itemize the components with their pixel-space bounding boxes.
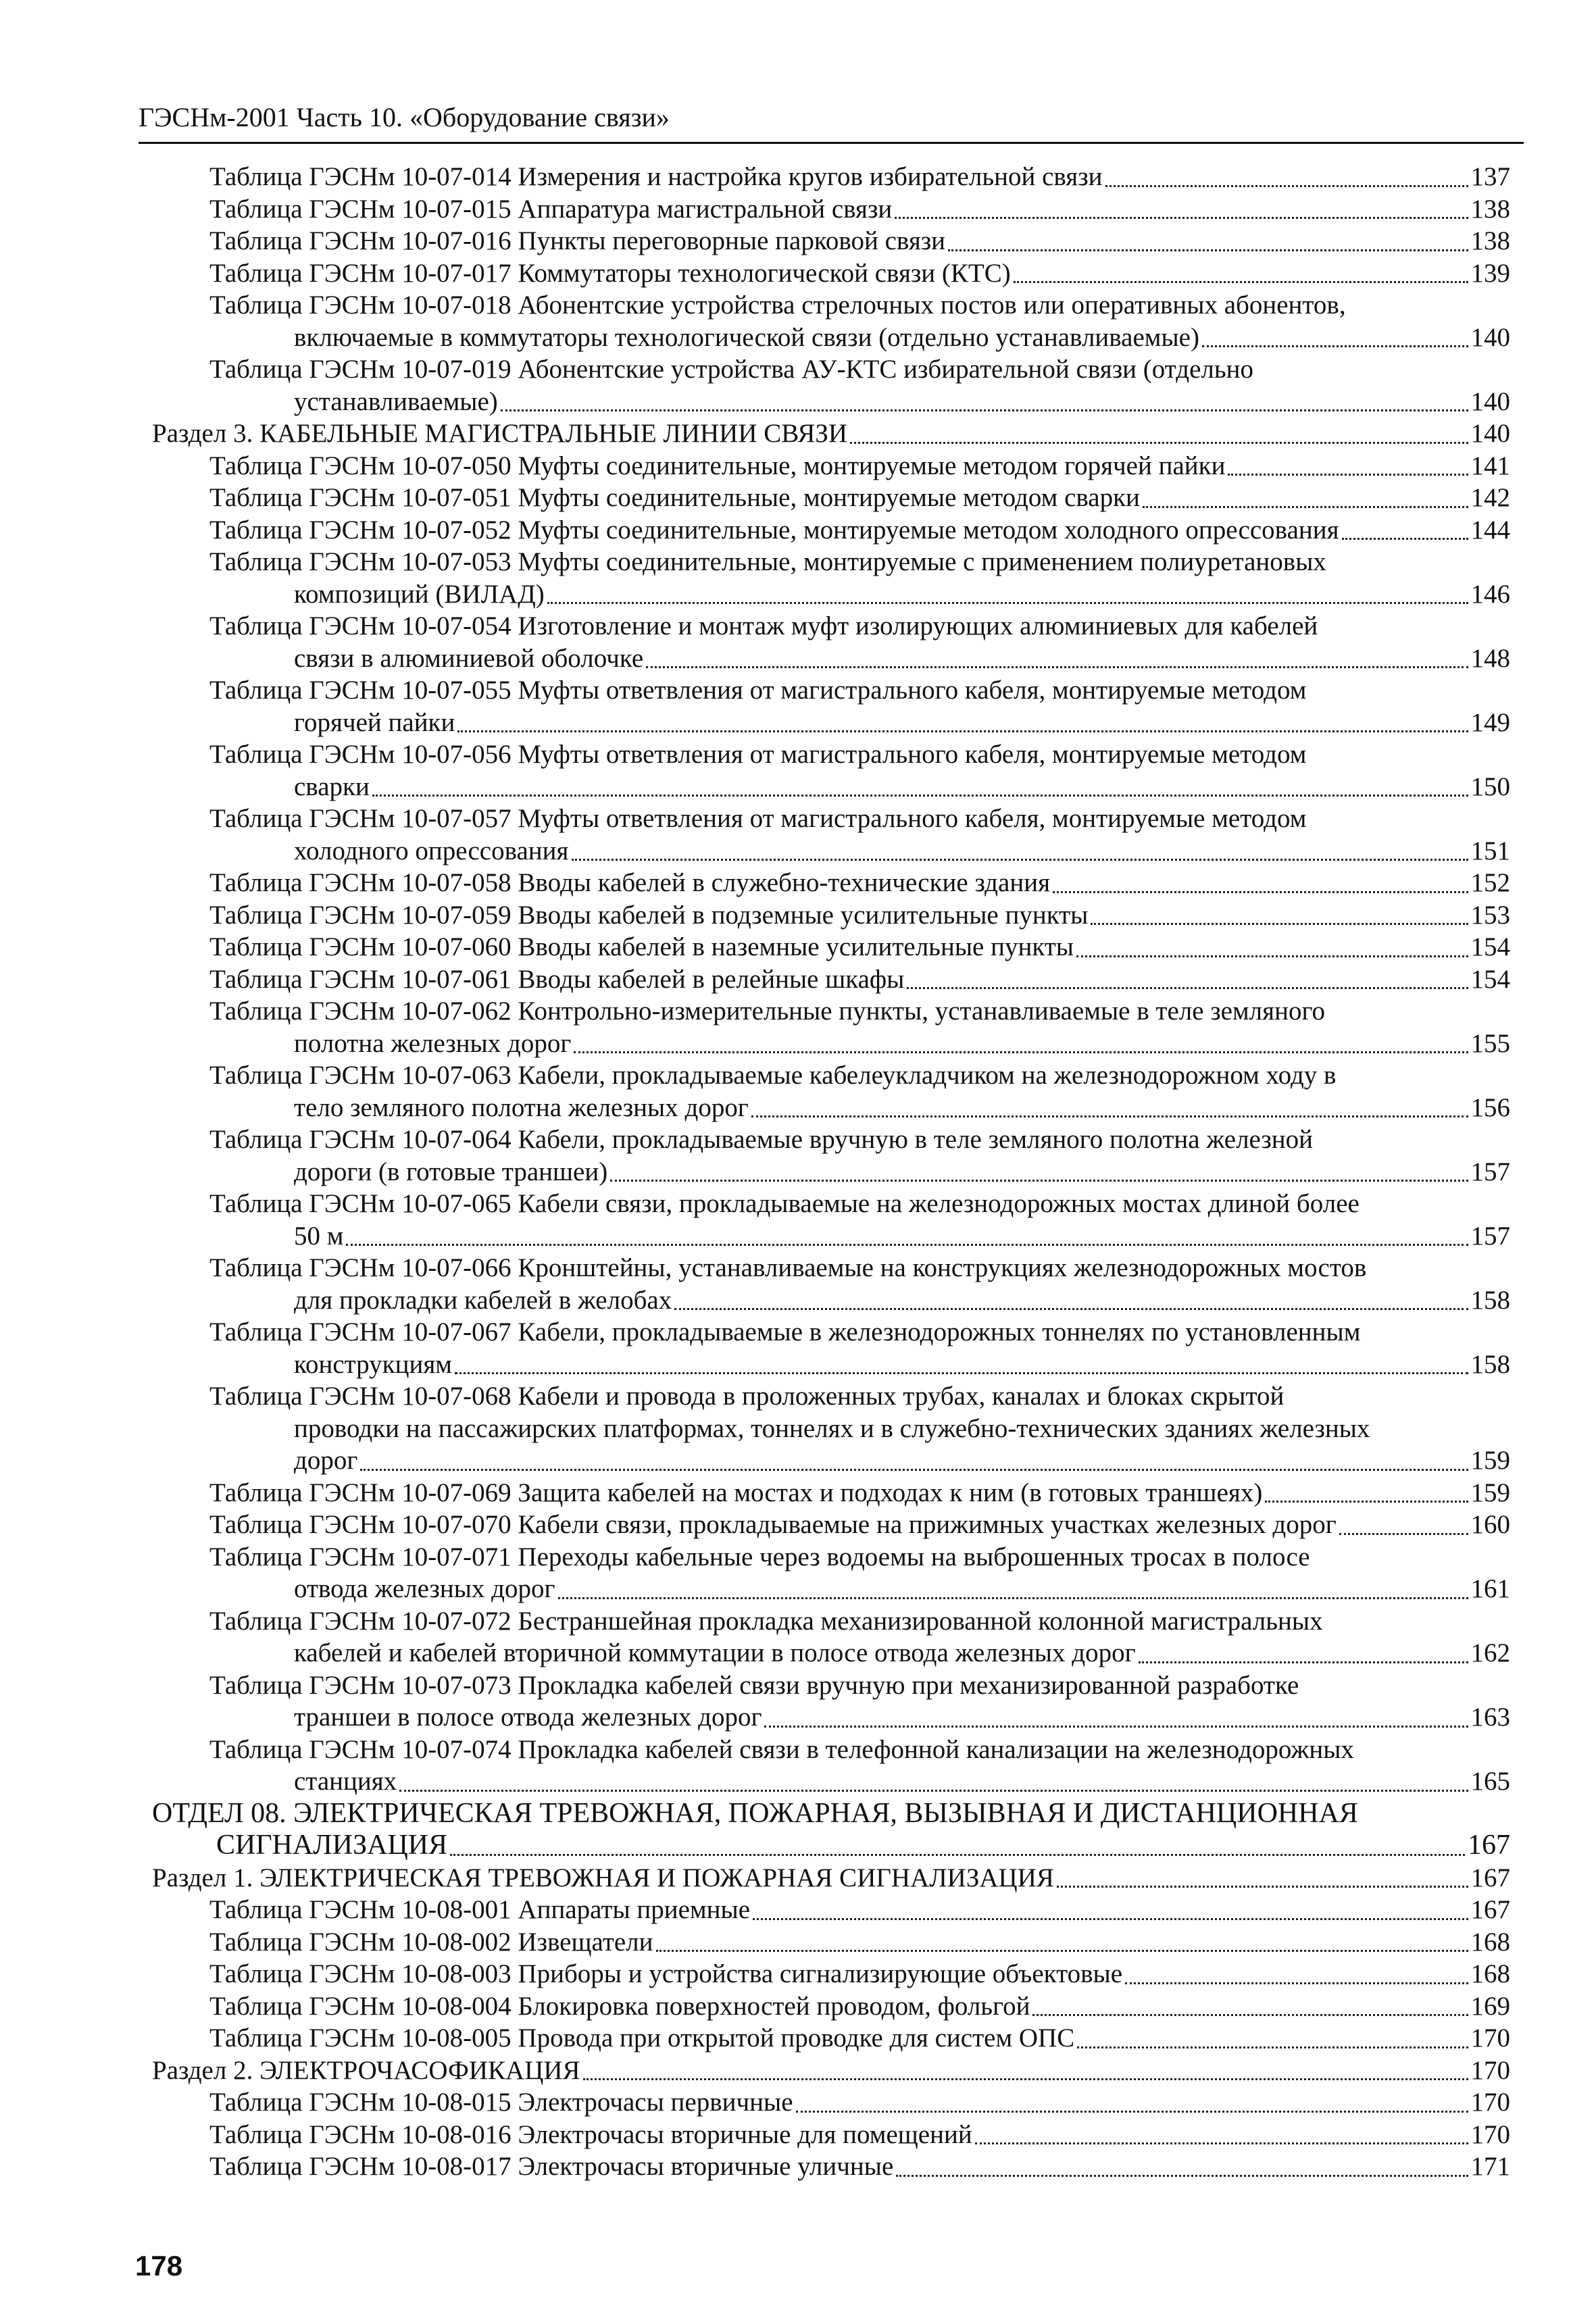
dot-leader	[1077, 2046, 1468, 2048]
toc-entry-text: станциях	[294, 1767, 397, 1796]
dot-leader	[895, 217, 1468, 219]
toc-entry[interactable]	[209, 1926, 1510, 1959]
toc-entry-text: тело земляного полотна железных дорог	[294, 1092, 749, 1122]
toc-entry-text: Таблица ГЭСНм 10-08-004 Блокировка поверхностей проводом, фольгой	[209, 1991, 1030, 2021]
toc-page-number: 156	[1470, 1092, 1510, 1122]
toc-entry-text: устанавливаемые)	[294, 386, 498, 416]
toc-entry-text: Таблица ГЭСНм 10-07-059 Вводы кабелей в подземные усилительные пункты	[209, 900, 1089, 930]
toc-entry-text: СИГНАЛИЗАЦИЯ	[216, 1830, 448, 1861]
toc-entry[interactable]	[209, 1252, 1510, 1316]
toc-entry[interactable]	[209, 1958, 1510, 1990]
toc-entry[interactable]	[209, 514, 1510, 547]
toc-entry-text: дорог	[294, 1446, 358, 1475]
dot-leader	[574, 1051, 1468, 1053]
toc-entry[interactable]	[209, 674, 1510, 738]
toc-page-number: 154	[1470, 932, 1510, 961]
toc-page-number: 146	[1470, 579, 1510, 609]
table-of-contents	[0, 161, 1596, 2183]
dot-leader	[501, 409, 1468, 411]
toc-page-number: 140	[1470, 386, 1510, 416]
toc-entry-text: Таблица ГЭСНм 10-07-072 Бестраншейная прокладка механизированной колонной магистральных	[209, 1606, 1323, 1636]
toc-entry[interactable]	[209, 1894, 1510, 1926]
dot-leader	[646, 666, 1468, 668]
dot-leader	[907, 987, 1468, 989]
toc-entry[interactable]	[209, 995, 1510, 1059]
dot-leader	[450, 1854, 1465, 1856]
toc-entry-text: Таблица ГЭСНм 10-08-002 Извещатели	[209, 1927, 653, 1957]
toc-entry[interactable]	[209, 193, 1510, 226]
toc-entry-text: отвода железных дорог	[294, 1574, 555, 1603]
dot-leader	[1053, 891, 1468, 893]
toc-entry[interactable]	[209, 963, 1510, 996]
dot-leader	[796, 2111, 1468, 2113]
toc-page-number: 167	[1470, 1895, 1510, 1924]
dot-leader	[399, 1790, 1468, 1792]
toc-page-number: 155	[1470, 1028, 1510, 1058]
dot-leader	[1125, 1982, 1468, 1984]
toc-page-number: 144	[1470, 515, 1510, 545]
toc-page-number: 158	[1470, 1349, 1510, 1379]
dot-leader	[1342, 538, 1468, 540]
dot-leader	[1265, 1501, 1468, 1503]
toc-page-number: 140	[1470, 419, 1510, 448]
toc-entry-text: конструкциям	[294, 1349, 452, 1379]
toc-entry[interactable]	[209, 899, 1510, 932]
toc-entry-text: Раздел 1. ЭЛЕКТРИЧЕСКАЯ ТРЕВОЖНАЯ И ПОЖАРНАЯ СИГНАЛИЗАЦИЯ	[152, 1863, 1054, 1892]
toc-entry-text: Таблица ГЭСНм 10-07-066 Кронштейны, устанавливаемые на конструкциях железнодорожных мостов	[209, 1253, 1367, 1282]
toc-entry-text: включаемые в коммутаторы технологической связи (отдельно устанавливаемые)	[294, 322, 1199, 352]
toc-page-number: 169	[1470, 1991, 1510, 2021]
toc-entry[interactable]	[209, 1541, 1510, 1605]
toc-entry-text: Таблица ГЭСНм 10-07-060 Вводы кабелей в наземные усилительные пункты	[209, 932, 1074, 961]
dot-leader	[1139, 1661, 1468, 1663]
toc-entry-text: Таблица ГЭСНм 10-07-014 Измерения и настройка кругов избирательной связи	[209, 162, 1103, 191]
toc-entry-text: проводки на пассажирских платформах, тоннелях и в служебно-технических зданиях железных	[294, 1413, 1370, 1443]
dot-leader	[1228, 474, 1468, 476]
dot-leader	[896, 2175, 1468, 2177]
toc-entry[interactable]	[209, 1669, 1510, 1734]
toc-page-number: 137	[1470, 162, 1510, 191]
toc-entry[interactable]	[209, 257, 1510, 290]
toc-entry[interactable]	[209, 1509, 1510, 1541]
toc-entry[interactable]	[209, 289, 1510, 353]
toc-page-number: 158	[1470, 1285, 1510, 1315]
dot-leader	[1105, 185, 1468, 187]
dot-leader	[1091, 923, 1468, 925]
toc-entry-text: Таблица ГЭСНм 10-07-069 Защита кабелей на мостах и подходах к ним (в готовых траншеях)	[209, 1478, 1263, 1507]
dot-leader	[455, 1372, 1468, 1374]
toc-entry[interactable]	[209, 1188, 1510, 1252]
dot-leader	[751, 1115, 1468, 1117]
toc-entry[interactable]	[152, 2055, 1510, 2087]
toc-page-number: 170	[1470, 2055, 1510, 2085]
toc-page-number: 151	[1470, 836, 1510, 865]
toc-entry-text: связи в алюминиевой оболочке	[294, 643, 644, 673]
toc-entry-text: Таблица ГЭСНм 10-07-057 Муфты ответвления от магистрального кабеля, монтируемые методом	[209, 804, 1307, 833]
dot-leader	[372, 795, 1468, 797]
toc-entry[interactable]	[209, 482, 1510, 514]
dot-leader	[1032, 2014, 1468, 2016]
toc-entry-text: Таблица ГЭСНм 10-07-063 Кабели, прокладываемые кабелеукладчиком на железнодорожном ходу в	[209, 1061, 1337, 1090]
toc-page-number: 148	[1470, 643, 1510, 673]
toc-entry-text: Таблица ГЭСНм 10-07-061 Вводы кабелей в релейные шкафы	[209, 964, 905, 994]
toc-entry[interactable]	[209, 610, 1510, 674]
toc-page-number: 140	[1470, 322, 1510, 352]
toc-entry-text: Таблица ГЭСНм 10-07-064 Кабели, прокладываемые вручную в теле земляного полотна железной	[209, 1125, 1313, 1154]
dot-leader	[558, 1597, 1468, 1599]
toc-entry-text: Раздел 2. ЭЛЕКТРОЧАСОФИКАЦИЯ	[152, 2055, 580, 2085]
dot-leader	[1057, 1886, 1468, 1888]
toc-page-number: 170	[1470, 2023, 1510, 2053]
toc-entry[interactable]	[209, 1316, 1510, 1380]
toc-entry-text: полотна железных дорог	[294, 1028, 572, 1058]
dot-leader	[572, 859, 1468, 861]
toc-entry[interactable]	[209, 1059, 1510, 1124]
toc-entry-text: холодного опрессования	[294, 836, 569, 865]
dot-leader	[1076, 955, 1468, 957]
toc-entry[interactable]	[209, 2022, 1510, 2055]
toc-entry-text: Таблица ГЭСНм 10-07-065 Кабели связи, прокладываемые на железнодорожных мостах длиной более	[209, 1189, 1360, 1218]
dot-leader	[1202, 345, 1468, 347]
toc-entry-text: Таблица ГЭСНм 10-07-050 Муфты соединительные, монтируемые методом горячей пайки	[209, 451, 1226, 480]
toc-page-number: 162	[1470, 1638, 1510, 1667]
toc-page-number: 161	[1470, 1574, 1510, 1603]
toc-entry[interactable]	[209, 867, 1510, 899]
toc-page-number: 165	[1470, 1767, 1510, 1796]
dot-leader	[457, 730, 1468, 732]
toc-entry-text: ОТДЕЛ 08. ЭЛЕКТРИЧЕСКАЯ ТРЕВОЖНАЯ, ПОЖАРНАЯ, ВЫЗЫВНАЯ И ДИСТАНЦИОННАЯ	[152, 1797, 1358, 1829]
toc-page-number: 149	[1470, 707, 1510, 737]
toc-entry-text: Таблица ГЭСНм 10-07-070 Кабели связи, прокладываемые на прижимных участках железных дорог	[209, 1510, 1337, 1539]
running-header: ГЭСНм-2001 Часть 10. «Оборудование связи»	[139, 102, 670, 132]
toc-page-number: 159	[1470, 1446, 1510, 1475]
toc-entry[interactable]	[209, 738, 1510, 803]
page-number: 178	[135, 2250, 183, 2282]
toc-entry-text: Таблица ГЭСНм 10-07-074 Прокладка кабелей связи в телефонной канализации на железнодорожных	[209, 1734, 1354, 1764]
toc-entry-text: Таблица ГЭСНм 10-07-058 Вводы кабелей в служебно-технические здания	[209, 868, 1051, 897]
toc-page-number: 152	[1470, 868, 1510, 897]
toc-entry[interactable]	[209, 161, 1510, 193]
toc-entry[interactable]	[152, 1862, 1510, 1894]
toc-entry-text: Таблица ГЭСНм 10-08-005 Провода при открытой проводке для систем ОПС	[209, 2023, 1075, 2053]
toc-entry-text: Таблица ГЭСНм 10-07-068 Кабели и провода в проложенных трубах, каналах и блоках скрытой	[209, 1382, 1285, 1411]
toc-entry[interactable]	[209, 353, 1510, 418]
toc-page-number: 168	[1470, 1959, 1510, 1988]
dot-leader	[1143, 506, 1468, 508]
toc-entry[interactable]	[209, 450, 1510, 482]
dot-leader	[1014, 281, 1468, 283]
toc-entry-text: кабелей и кабелей вторичной коммутации в полосе отвода железных дорог	[294, 1638, 1136, 1667]
toc-entry-text: Таблица ГЭСНм 10-07-016 Пункты переговорные парковой связи	[209, 226, 946, 255]
toc-entry-text: Таблица ГЭСНм 10-07-015 Аппаратура магистральной связи	[209, 194, 893, 224]
toc-page-number: 170	[1470, 2088, 1510, 2117]
toc-entry[interactable]	[209, 1380, 1510, 1477]
toc-entry-text: 50 м	[294, 1221, 344, 1251]
header-rule	[139, 142, 1524, 144]
toc-entry-text: Раздел 3. КАБЕЛЬНЫЕ МАГИСТРАЛЬНЫЕ ЛИНИИ СВЯЗИ	[152, 419, 848, 448]
toc-entry-text: Таблица ГЭСНм 10-08-015 Электрочасы первичные	[209, 2088, 793, 2117]
toc-page-number: 159	[1470, 1478, 1510, 1507]
dot-leader	[360, 1469, 1468, 1471]
toc-page-number: 157	[1470, 1221, 1510, 1251]
toc-entry[interactable]	[209, 225, 1510, 257]
toc-page-number: 139	[1470, 258, 1510, 288]
toc-entry-text: Таблица ГЭСНм 10-07-053 Муфты соединительные, монтируемые с применением полиуретановых	[209, 547, 1326, 576]
toc-entry-text: Таблица ГЭСНм 10-08-016 Электрочасы вторичные для помещений	[209, 2119, 972, 2149]
toc-page-number: 141	[1470, 451, 1510, 480]
toc-page-number: 167	[1470, 1863, 1510, 1892]
toc-entry[interactable]	[209, 2119, 1510, 2151]
toc-entry-text: Таблица ГЭСНм 10-07-019 Абонентские устройства АУ-КТС избирательной связи (отдельно	[209, 355, 1253, 384]
toc-entry-text: Таблица ГЭСНм 10-08-001 Аппараты приемные	[209, 1895, 751, 1924]
toc-page-number: 138	[1470, 226, 1510, 255]
toc-page-number: 171	[1470, 2152, 1510, 2181]
toc-entry-text: Таблица ГЭСНм 10-07-052 Муфты соединительные, монтируемые методом холодного опрессования	[209, 515, 1339, 545]
toc-entry-text: для прокладки кабелей в желобах	[294, 1285, 672, 1315]
toc-entry-text: Таблица ГЭСНм 10-08-017 Электрочасы вторичные уличные	[209, 2152, 894, 2181]
toc-entry[interactable]	[209, 931, 1510, 963]
toc-entry-text: Таблица ГЭСНм 10-07-067 Кабели, прокладываемые в железнодорожных тоннелях по установленным	[209, 1317, 1361, 1347]
toc-entry-text: Таблица ГЭСНм 10-07-073 Прокладка кабелей связи вручную при механизированной разработке	[209, 1670, 1299, 1700]
toc-page-number: 167	[1468, 1830, 1510, 1861]
toc-page-number: 160	[1470, 1510, 1510, 1539]
toc-entry[interactable]	[209, 1990, 1510, 2023]
toc-entry-text: Таблица ГЭСНм 10-08-003 Приборы и устройства сигнализирующие объектовые	[209, 1959, 1123, 1988]
toc-entry-text: дороги (в готовые траншеи)	[294, 1157, 608, 1186]
dot-leader	[583, 2078, 1468, 2080]
toc-page-number: 168	[1470, 1927, 1510, 1957]
toc-entry-text: композиций (ВИЛАД)	[294, 579, 545, 609]
toc-entry[interactable]	[152, 1798, 1510, 1862]
dot-leader	[753, 1918, 1468, 1920]
toc-entry-text: Таблица ГЭСНм 10-07-062 Контрольно-измерительные пункты, устанавливаемые в теле земляного	[209, 997, 1325, 1026]
toc-entry[interactable]	[209, 546, 1510, 610]
toc-entry-text: горячей пайки	[294, 707, 455, 737]
dot-leader	[610, 1180, 1468, 1182]
toc-page-number: 142	[1470, 483, 1510, 512]
toc-page-number: 153	[1470, 900, 1510, 930]
toc-page-number: 157	[1470, 1157, 1510, 1186]
toc-entry-text: Таблица ГЭСНм 10-07-051 Муфты соединительные, монтируемые методом сварки	[209, 483, 1140, 512]
toc-page-number: 138	[1470, 194, 1510, 224]
dot-leader	[1339, 1533, 1468, 1535]
toc-entry[interactable]	[209, 2150, 1510, 2183]
toc-entry-text: Таблица ГЭСНм 10-07-071 Переходы кабельные через водоемы на выброшенных тросах в полосе	[209, 1542, 1310, 1571]
toc-entry-text: Таблица ГЭСНм 10-07-055 Муфты ответвления от магистрального кабеля, монтируемые методом	[209, 676, 1307, 705]
toc-entry-text: Таблица ГЭСНм 10-07-018 Абонентские устройства стрелочных постов или оперативных абонентов,	[209, 291, 1346, 320]
toc-entry-text: Таблица ГЭСНм 10-07-017 Коммутаторы технологической связи (КТС)	[209, 258, 1011, 288]
toc-entry[interactable]	[209, 1477, 1510, 1509]
dot-leader	[975, 2142, 1468, 2144]
dot-leader	[850, 442, 1468, 444]
dot-leader	[547, 602, 1468, 604]
dot-leader	[346, 1244, 1468, 1246]
toc-entry[interactable]	[209, 1124, 1510, 1188]
toc-entry-text: сварки	[294, 772, 370, 801]
toc-entry[interactable]	[209, 1734, 1510, 1798]
toc-entry[interactable]	[209, 803, 1510, 867]
dot-leader	[674, 1308, 1468, 1310]
toc-entry-text: Таблица ГЭСНм 10-07-054 Изготовление и монтаж муфт изолирующих алюминиевых для кабелей	[209, 611, 1318, 640]
toc-entry-text: траншеи в полосе отвода железных дорог	[294, 1703, 762, 1732]
dot-leader	[948, 249, 1468, 251]
toc-entry[interactable]	[209, 1605, 1510, 1669]
toc-page-number: 150	[1470, 772, 1510, 801]
toc-page-number: 170	[1470, 2119, 1510, 2149]
toc-entry[interactable]	[209, 2086, 1510, 2119]
dot-leader	[656, 1950, 1468, 1952]
dot-leader	[764, 1726, 1468, 1728]
toc-page-number: 154	[1470, 964, 1510, 994]
toc-entry[interactable]	[152, 418, 1510, 450]
toc-page-number: 163	[1470, 1703, 1510, 1732]
toc-entry-text: Таблица ГЭСНм 10-07-056 Муфты ответвления от магистрального кабеля, монтируемые методом	[209, 740, 1307, 769]
